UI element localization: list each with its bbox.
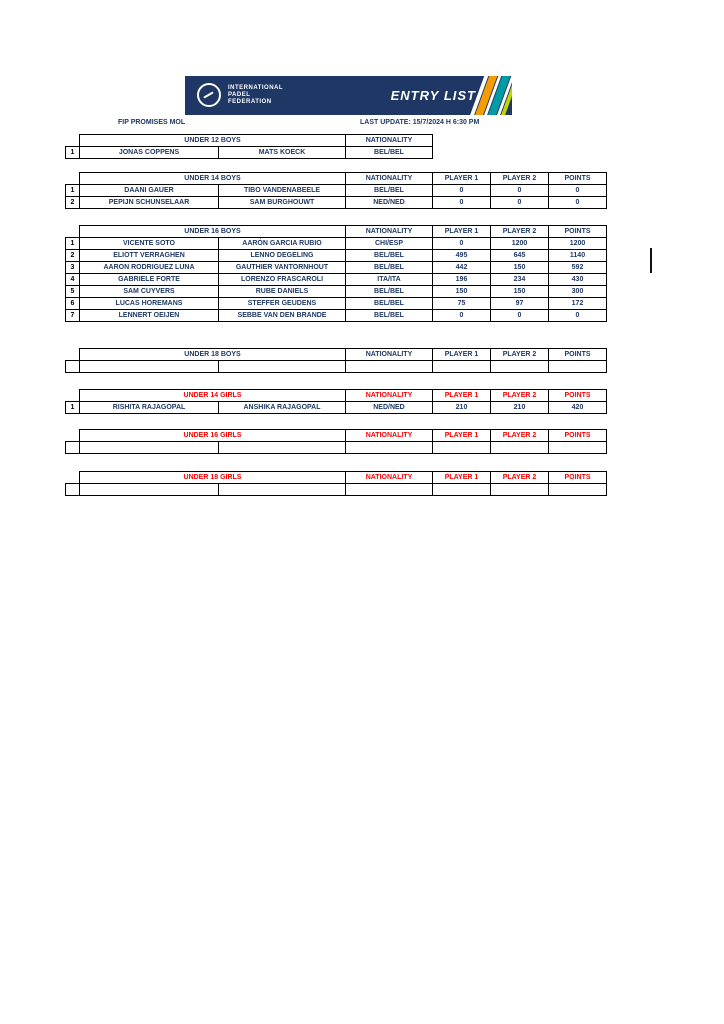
table-row-empty (66, 484, 607, 496)
col-nationality: NATIONALITY (346, 173, 433, 185)
total-points: 592 (549, 262, 607, 274)
table-under-16-boys (65, 225, 607, 322)
player2-name: SEBBE VAN DEN BRANDE (219, 310, 346, 322)
player1-name: PEPIJN SCHUNSELAAR (80, 197, 219, 209)
total-points: 420 (549, 402, 607, 414)
player2-points: 150 (491, 286, 549, 298)
table-title: UNDER 16 GIRLS (80, 430, 346, 442)
table-row (66, 238, 607, 250)
table-row (66, 262, 607, 274)
table-title: UNDER 14 BOYS (80, 173, 346, 185)
total-points (549, 442, 607, 454)
player2-name: LORENZO FRASCAROLI (219, 274, 346, 286)
player1-name: ELIOTT VERRAGHEN (80, 250, 219, 262)
total-points: 1200 (549, 238, 607, 250)
federation-banner (185, 76, 512, 115)
table-under-14-boys (65, 172, 607, 209)
col-player1: PLAYER 1 (433, 226, 491, 238)
row-num: 1 (66, 402, 80, 414)
col-nationality: NATIONALITY (346, 226, 433, 238)
player1-name (80, 361, 219, 373)
player2-name: SAM BURGHOUWT (219, 197, 346, 209)
player1-name: RISHITA RAJAGOPAL (80, 402, 219, 414)
player2-name (219, 361, 346, 373)
player2-points: 234 (491, 274, 549, 286)
table-title: UNDER 18 GIRLS (80, 472, 346, 484)
nationality: CHI/ESP (346, 238, 433, 250)
total-points: 430 (549, 274, 607, 286)
row-num (66, 442, 80, 454)
table-row-empty (66, 442, 607, 454)
player2-name: LENNO DEGELING (219, 250, 346, 262)
col-player1: PLAYER 1 (433, 472, 491, 484)
player1-name: SAM CUYVERS (80, 286, 219, 298)
player1-points: 75 (433, 298, 491, 310)
table-header-row (66, 135, 433, 147)
table-row (66, 310, 607, 322)
player2-name: MATS KOECK (219, 147, 346, 159)
player2-points (491, 442, 549, 454)
scan-artifact-mark (650, 248, 652, 273)
table-title: UNDER 14 GIRLS (80, 390, 346, 402)
event-name: FIP PROMISES MOL (118, 119, 186, 126)
player1-points (433, 484, 491, 496)
nationality: BEL/BEL (346, 262, 433, 274)
nationality: BEL/BEL (346, 250, 433, 262)
player1-name: DAANI GAUER (80, 185, 219, 197)
logo-line-3: FEDERATION (228, 98, 272, 105)
player2-points: 0 (491, 310, 549, 322)
col-player2: PLAYER 2 (491, 430, 549, 442)
total-points: 0 (549, 197, 607, 209)
logo-line-2: PADEL (228, 91, 251, 98)
row-num: 1 (66, 238, 80, 250)
player2-name: STEFFER GEUDENS (219, 298, 346, 310)
player1-name: LENNERT OEIJEN (80, 310, 219, 322)
row-num: 7 (66, 310, 80, 322)
player1-name (80, 442, 219, 454)
col-points: POINTS (549, 472, 607, 484)
table-row (66, 250, 607, 262)
nationality: NED/NED (346, 197, 433, 209)
table-header-row (66, 173, 607, 185)
row-num: 1 (66, 147, 80, 159)
table-row (66, 147, 433, 159)
row-num: 5 (66, 286, 80, 298)
player2-points: 645 (491, 250, 549, 262)
col-points: POINTS (549, 349, 607, 361)
total-points (549, 484, 607, 496)
player2-points: 210 (491, 402, 549, 414)
player1-points: 0 (433, 197, 491, 209)
player2-name (219, 442, 346, 454)
col-nationality: NATIONALITY (346, 430, 433, 442)
nationality: BEL/BEL (346, 310, 433, 322)
table-header-row (66, 390, 607, 402)
player1-points: 210 (433, 402, 491, 414)
player1-points: 0 (433, 185, 491, 197)
header-spacer (66, 430, 80, 442)
row-num: 4 (66, 274, 80, 286)
player2-name: GAUTHIER VANTORNHOUT (219, 262, 346, 274)
player2-name (219, 484, 346, 496)
player1-points: 0 (433, 310, 491, 322)
player2-points (491, 361, 549, 373)
table-row (66, 197, 607, 209)
player1-points (433, 361, 491, 373)
total-points: 0 (549, 310, 607, 322)
col-points: POINTS (549, 390, 607, 402)
player2-name: AARÓN GARCIA RUBIO (219, 238, 346, 250)
player2-name: ANSHIKA RAJAGOPAL (219, 402, 346, 414)
table-under-14-girls (65, 389, 607, 414)
table-under-16-girls (65, 429, 607, 454)
col-player2: PLAYER 2 (491, 226, 549, 238)
header-spacer (66, 226, 80, 238)
col-points: POINTS (549, 226, 607, 238)
total-points: 0 (549, 185, 607, 197)
row-num: 6 (66, 298, 80, 310)
player1-name: VICENTE SOTO (80, 238, 219, 250)
entry-list-title: ENTRY LIST (390, 88, 476, 103)
nationality: BEL/BEL (346, 185, 433, 197)
total-points: 300 (549, 286, 607, 298)
header-spacer (66, 135, 80, 147)
row-num: 1 (66, 185, 80, 197)
row-num: 3 (66, 262, 80, 274)
col-nationality: NATIONALITY (346, 472, 433, 484)
table-header-row (66, 430, 607, 442)
player2-points: 0 (491, 197, 549, 209)
player1-points (433, 442, 491, 454)
nationality: BEL/BEL (346, 286, 433, 298)
total-points (549, 361, 607, 373)
player1-points: 495 (433, 250, 491, 262)
ipf-logo (197, 83, 283, 107)
total-points: 172 (549, 298, 607, 310)
player2-points: 0 (491, 185, 549, 197)
table-row (66, 185, 607, 197)
table-title: UNDER 18 BOYS (80, 349, 346, 361)
col-points: POINTS (549, 430, 607, 442)
ipf-logo-text (228, 85, 283, 106)
player1-points: 442 (433, 262, 491, 274)
col-player2: PLAYER 2 (491, 173, 549, 185)
row-num (66, 484, 80, 496)
player2-points: 97 (491, 298, 549, 310)
table-header-row (66, 349, 607, 361)
table-under-18-boys (65, 348, 607, 373)
header-spacer (66, 173, 80, 185)
table-row (66, 402, 607, 414)
total-points: 1140 (549, 250, 607, 262)
col-nationality: NATIONALITY (346, 390, 433, 402)
player1-name: JONAS COPPENS (80, 147, 219, 159)
header-spacer (66, 349, 80, 361)
player1-points: 196 (433, 274, 491, 286)
player2-points (491, 484, 549, 496)
last-update: LAST UPDATE: 15/7/2024 H 6:30 PM (360, 119, 480, 126)
table-row (66, 274, 607, 286)
row-num (66, 361, 80, 373)
col-nationality: NATIONALITY (346, 349, 433, 361)
col-player1: PLAYER 1 (433, 173, 491, 185)
table-under-12-boys (65, 134, 433, 159)
table-row (66, 298, 607, 310)
table-row (66, 286, 607, 298)
table-row-empty (66, 361, 607, 373)
col-player1: PLAYER 1 (433, 390, 491, 402)
col-player2: PLAYER 2 (491, 472, 549, 484)
player1-name: GABRIELE FORTE (80, 274, 219, 286)
col-player1: PLAYER 1 (433, 349, 491, 361)
player2-name: RUBE DANIELS (219, 286, 346, 298)
nationality (346, 442, 433, 454)
logo-line-1: INTERNATIONAL (228, 84, 284, 91)
row-num: 2 (66, 197, 80, 209)
table-header-row (66, 472, 607, 484)
header-spacer (66, 472, 80, 484)
player2-name: TIBO VANDENABEELE (219, 185, 346, 197)
table-under-18-girls (65, 471, 607, 496)
player2-points: 1200 (491, 238, 549, 250)
row-num: 2 (66, 250, 80, 262)
header-spacer (66, 390, 80, 402)
ipf-ball-icon (197, 83, 221, 107)
col-player1: PLAYER 1 (433, 430, 491, 442)
nationality (346, 484, 433, 496)
player1-name: LUCAS HOREMANS (80, 298, 219, 310)
nationality: BEL/BEL (346, 147, 433, 159)
table-header-row (66, 226, 607, 238)
player1-points: 0 (433, 238, 491, 250)
nationality: NED/NED (346, 402, 433, 414)
player1-name: AARON RODRIGUEZ LUNA (80, 262, 219, 274)
col-player2: PLAYER 2 (491, 390, 549, 402)
nationality: BEL/BEL (346, 298, 433, 310)
col-points: POINTS (549, 173, 607, 185)
table-title: UNDER 16 BOYS (80, 226, 346, 238)
nationality (346, 361, 433, 373)
col-nationality: NATIONALITY (346, 135, 433, 147)
player1-name (80, 484, 219, 496)
table-title: UNDER 12 BOYS (80, 135, 346, 147)
player1-points: 150 (433, 286, 491, 298)
col-player2: PLAYER 2 (491, 349, 549, 361)
player2-points: 150 (491, 262, 549, 274)
nationality: ITA/ITA (346, 274, 433, 286)
